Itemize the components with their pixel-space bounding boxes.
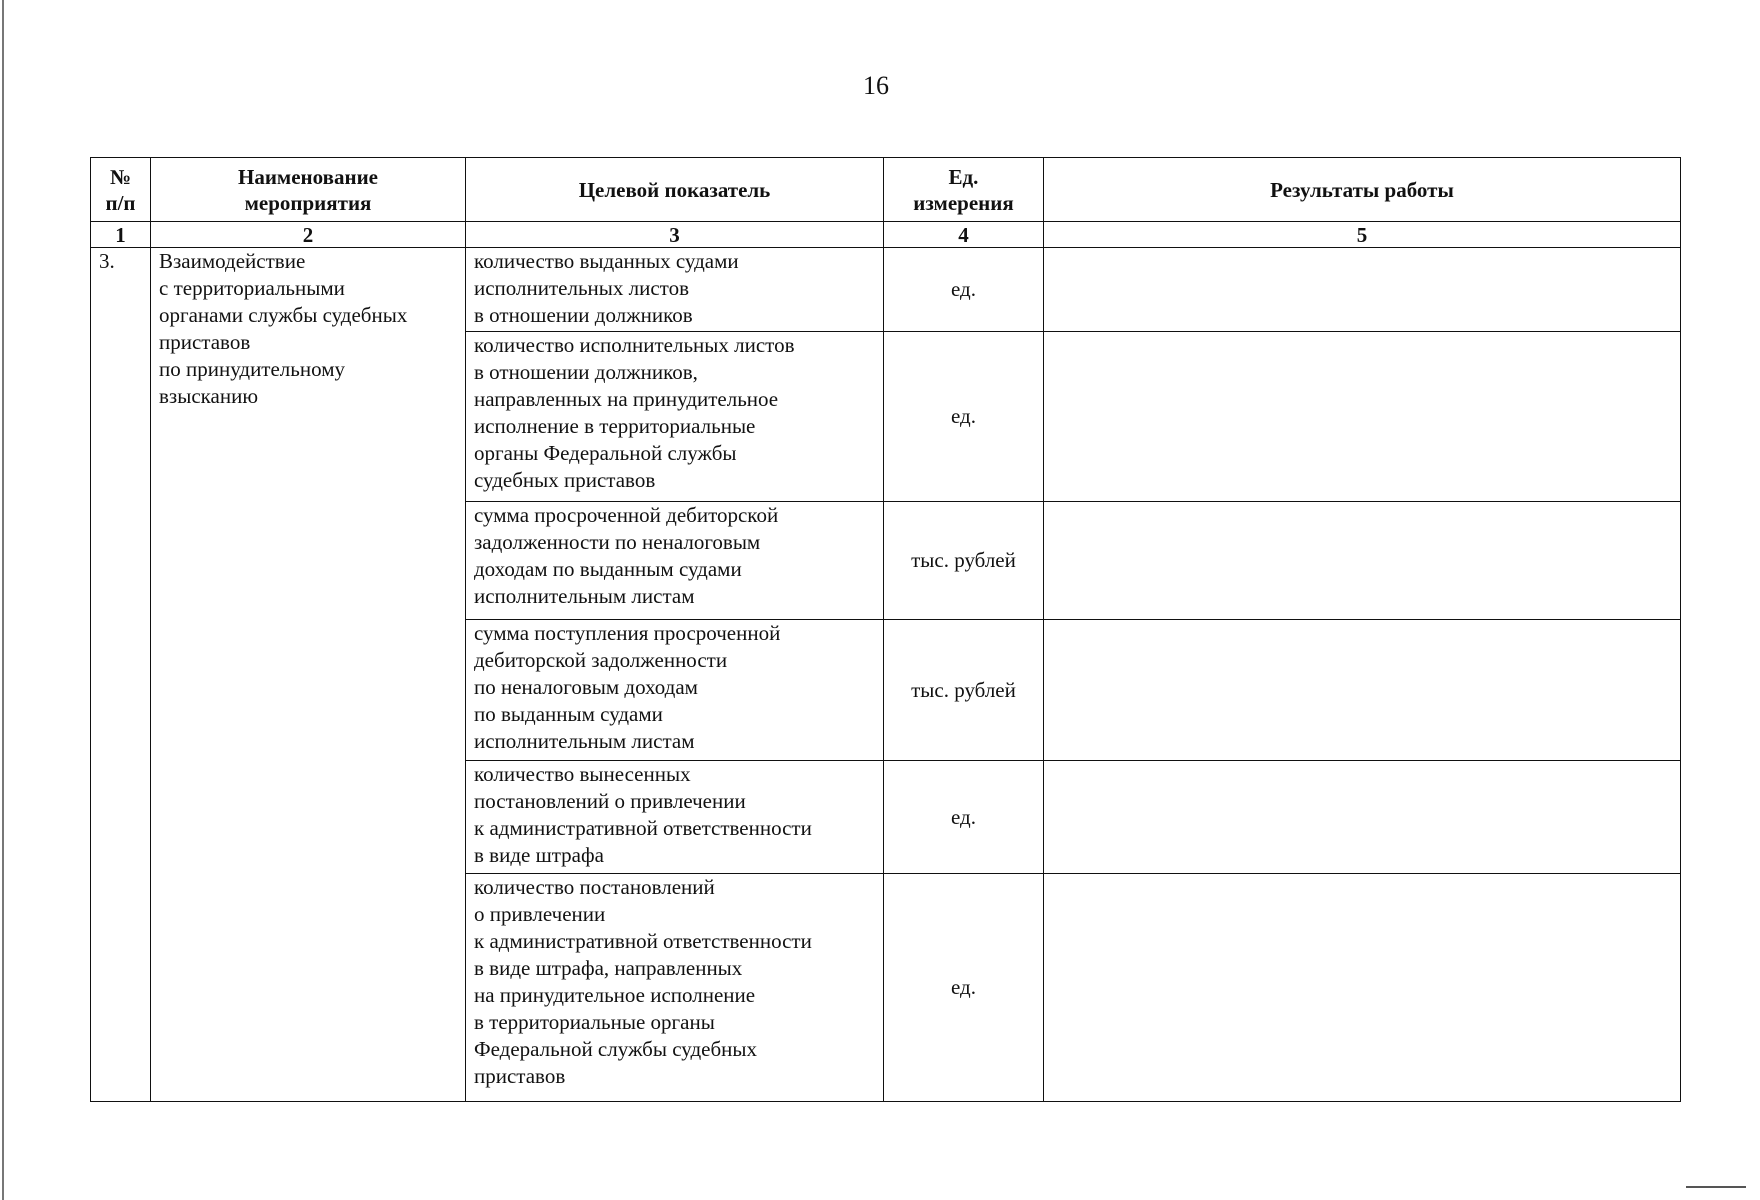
result-cell (1044, 332, 1681, 502)
indicator-cell: количество исполнительных листов в отношении должников, направленных на принудительное исполнение в территориальные органы Федеральной службы судебных приставов (466, 332, 884, 502)
unit-cell: ед. (884, 761, 1044, 874)
header-results: Результаты работы (1044, 158, 1681, 222)
unit-cell: тыс. рублей (884, 502, 1044, 620)
unit-cell: ед. (884, 248, 1044, 332)
indicator-cell: количество постановлений о привлечении к административной ответственности в виде штрафа, направленных на принудительное исполнение в территориальные органы Федеральной службы судебных приставов (466, 874, 884, 1102)
column-number: 3 (466, 222, 884, 248)
indicator-cell: количество выданных судами исполнительных листов в отношении должников (466, 248, 884, 332)
column-number-row (91, 222, 1681, 248)
page-number: 16 (863, 71, 889, 100)
table-row (91, 248, 1681, 332)
results-table (90, 157, 1681, 1102)
unit-cell: ед. (884, 332, 1044, 502)
indicator-cell: сумма просроченной дебиторской задолженности по неналоговым доходам по выданным судами исполнительным листам (466, 502, 884, 620)
header-name: Наименование мероприятия (151, 158, 466, 222)
result-cell (1044, 761, 1681, 874)
indicator-cell: сумма поступления просроченной дебиторской задолженности по неналоговым доходам по выданным судами исполнительным листам (466, 620, 884, 761)
result-cell (1044, 620, 1681, 761)
header-num: № п/п (91, 158, 151, 222)
header-indicator: Целевой показатель (466, 158, 884, 222)
result-cell (1044, 248, 1681, 332)
unit-cell: тыс. рублей (884, 620, 1044, 761)
column-number: 4 (884, 222, 1044, 248)
unit-cell: ед. (884, 874, 1044, 1102)
column-number: 5 (1044, 222, 1681, 248)
scan-edge-line (2, 0, 4, 1200)
result-cell (1044, 502, 1681, 620)
column-number: 1 (91, 222, 151, 248)
scan-edge-mark (1686, 1186, 1746, 1188)
indicator-cell: количество вынесенных постановлений о привлечении к административной ответственности в виде штрафа (466, 761, 884, 874)
column-number: 2 (151, 222, 466, 248)
header-unit: Ед. измерения (884, 158, 1044, 222)
section-number: 3. (91, 248, 151, 1102)
table-header-row (91, 158, 1681, 222)
section-name: Взаимодействие с территориальными органами службы судебных приставов по принудительному взысканию (151, 248, 466, 1102)
result-cell (1044, 874, 1681, 1102)
